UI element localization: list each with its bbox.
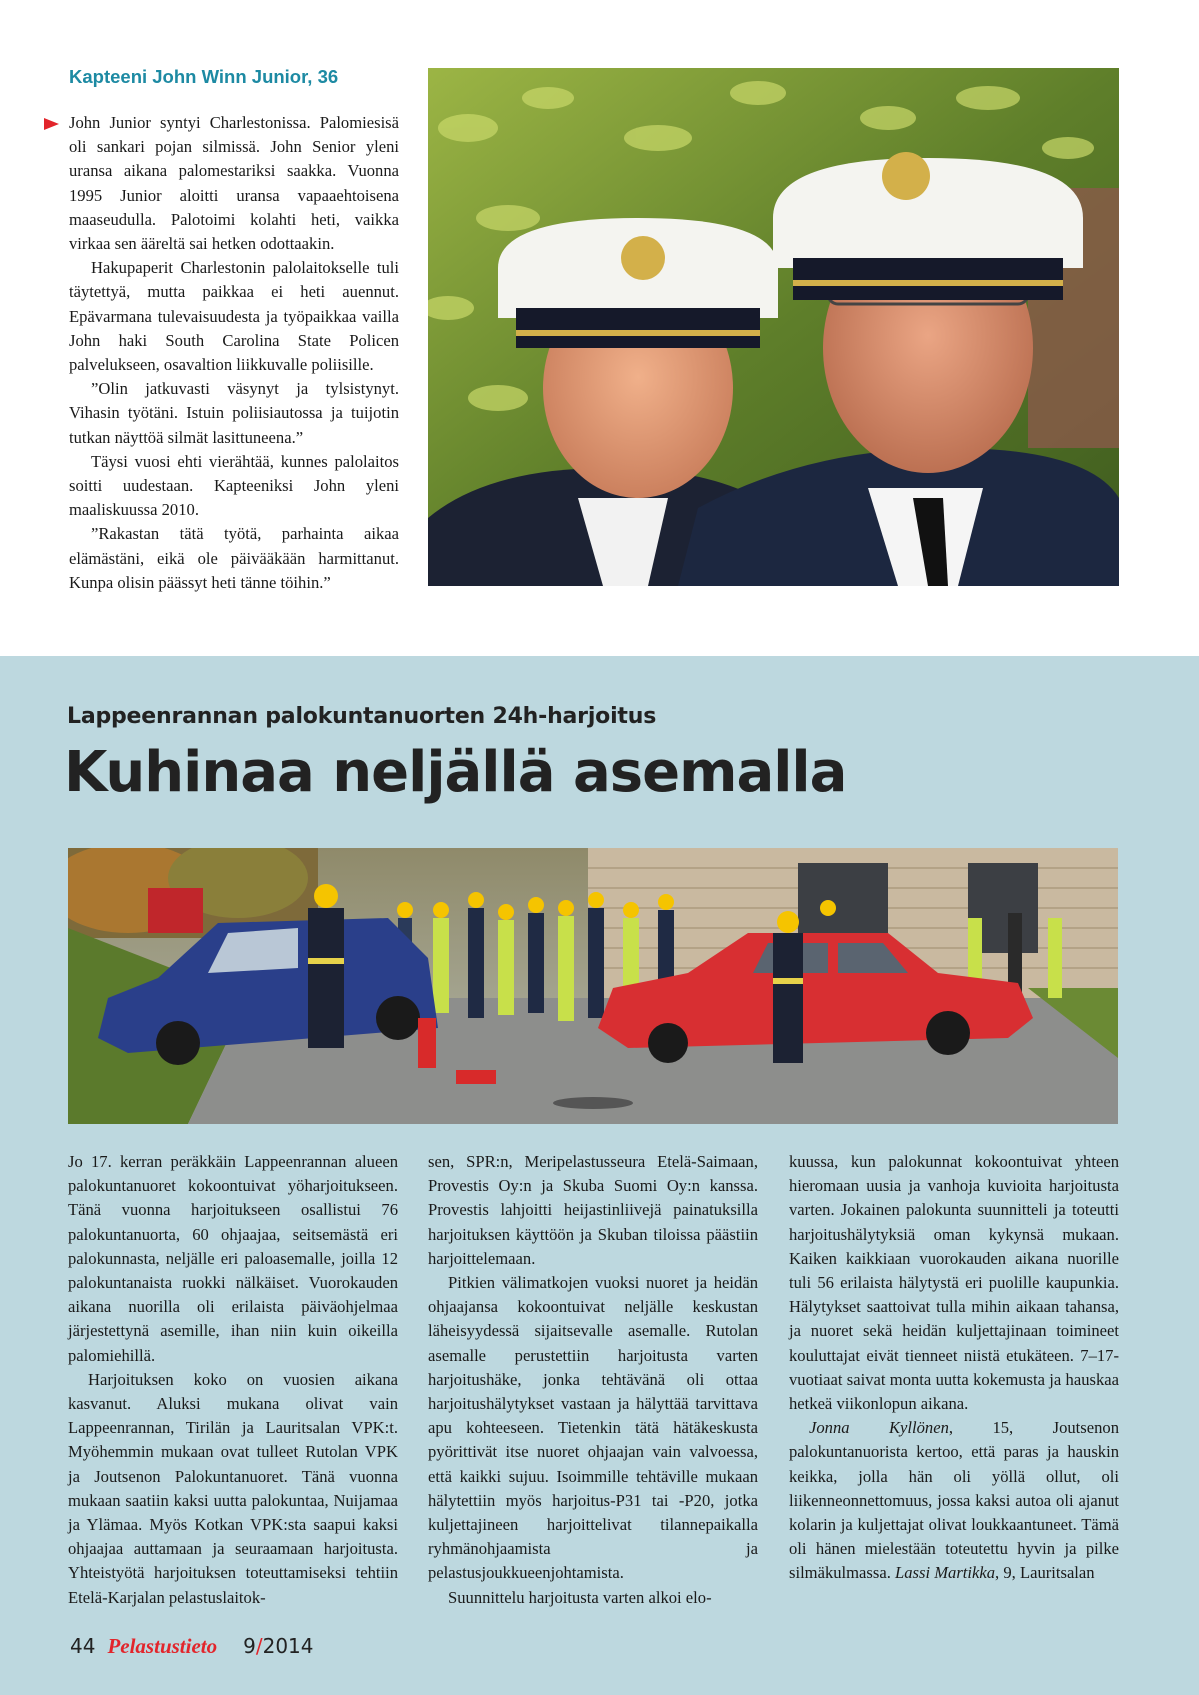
magazine-logo: Pelastustieto — [107, 1634, 218, 1658]
sidebar-body — [69, 111, 399, 595]
firefighters-portrait-photo — [428, 68, 1119, 586]
page-footer — [70, 1634, 314, 1659]
sidebar-paragraph: Hakupaperit Charlestonin palolaitokselle tuli täytettyä, mutta paikkaa ei heti auennut. Epävarmana tulevaisuudesta ja työpaikkaa vailla John haki South Carolina State Policen palvelukseen, osavaltion liikkuvalle poliisille. — [69, 258, 399, 375]
article-paragraph: Pitkien välimatkojen vuoksi nuoret ja heidän ohjaajansa kokoontuivat neljälle keskustan läheisyydessä sijaitsevalle asemalle. Rutolan asemalle perustettiin harjoitusta varten harjoitushäke, jonka tehtävänä oli ottaa harjoitushälytykset vastaan ja hälyttää tarvittava apu kohteeseen. Tietenkin tätä hätäkeskusta pyörittivät itse nuoret ohjaajan vain valvoessa, että kaikki sujuu. Isoimmille tehtäville mukaan hälytettiin myös harjoitus-P31 tai -P20, jotka kuljettajineen harjoittelivat tilannepaikalla ryhmänohjaamista ja pelastusjoukkueenjohtamista. — [428, 1273, 758, 1583]
article-column-3 — [789, 1150, 1119, 1586]
article-column-1 — [68, 1150, 398, 1610]
article-paragraph: Suunnittelu harjoitusta varten alkoi elo- — [448, 1587, 712, 1607]
sidebar-title: Kapteeni John Winn Junior, 36 — [69, 66, 339, 87]
sidebar-paragraph: Täysi vuosi ehti vierähtää, kunnes palolaitos soitti uudestaan. Kapteeniksi John yleni maaliskuussa 2010. — [69, 451, 399, 520]
article-heading: Kuhinaa neljällä asemalla — [64, 740, 847, 805]
rescue-exercise-photo — [68, 848, 1118, 1124]
red-triangle-marker-icon — [44, 118, 59, 130]
article-paragraph: Harjoituksen koko on vuosien aikana kasvanut. Aluksi mukana olivat vain Lappeenrannan, Tirilän ja Lauritsalan VPK:t. Myöhemmin mukaan ovat tulleet Rutolan VPK ja Joutsenon Palokuntanuoret. Tänä vuonna mukaan saatiin kaksi uutta palokuntaa, Nuijamaa ja Ylämaa. Myös Kotkan VPK:sta saapui kaksi ohjaajaa auttamaan ja seuraamaan harjoitusta. Yhteistyötä harjoituksen toteuttamiseksi tehtiin Etelä-Karjalan pelastuslaitok- — [68, 1369, 398, 1607]
article-text: , 9, Lauritsalan — [995, 1563, 1095, 1583]
issue-number: 9 — [243, 1634, 256, 1658]
interviewee-name: Jonna Kyllönen — [809, 1418, 949, 1438]
article-column-2 — [428, 1150, 758, 1610]
article-paragraph — [789, 1416, 1119, 1585]
article-paragraph: kuussa, kun palokunnat kokoontuivat yhteen hieromaan uusia ja vanhoja kuvioita harjoitusta varten. Jokainen palokunta suunnitteli ja toteutti harjoitushälytyksiä oman kykynsä mukaan. Kaiken kaikkiaan vuorokauden aikana nuorille tuli 56 erilaista hälytystä eri puolille kaupunkia. Hälytykset saattoivat tulla mihin aikaan tahansa, ja nuoret sekä heidän kuljettajinaan toimineet kouluttajat eivät tienneet niistä etukäteen. 7–17-vuotiaat saivat monta uutta kokemusta ja hauskaa hetkeä viikonlopun aikana. — [789, 1152, 1119, 1414]
sidebar-paragraph: ”Rakastan tätä työtä, parhainta aikaa elämästäni, eikä ole päivääkään harmittanut. Kunpa olisin päässyt heti tänne töihin.” — [69, 524, 399, 592]
issue-year: 2014 — [262, 1634, 314, 1658]
interviewee-name: Lassi Martikka — [895, 1563, 996, 1583]
article-paragraph: Jo 17. kerran peräkkäin Lappeenrannan alueen palokuntanuoret kokoontuivat yöharjoitukseen. Tänä vuonna harjoitukseen osallistui 76 palokuntanuorta, 60 ohjaajaa, seitsemästä eri palokunnasta, neljälle eri paloasemalle, joilla 12 palokuntanaista ruokki nälkäiset. Vuorokauden aikana nuorilla oli erilaista päiväohjelmaa järjestettynä asemille, ihan niin kuin oikeilla palomiehillä. — [68, 1152, 398, 1365]
sidebar-paragraph: John Junior syntyi Charlestonissa. Palomiesisä oli sankari pojan silmissä. John Senior yleni uransa aikana palomestariksi saakka. Vuonna 1995 Junior aloitti uransa vapaaehtoisena maaseudulla. Palotoimi kolahti heti, vaikka virkaa sen ääreltä sai hetken odottaakin. — [69, 113, 399, 254]
issue-slash: / — [255, 1634, 263, 1658]
issue-info — [243, 1634, 313, 1658]
article-paragraph: sen, SPR:n, Meripelastusseura Etelä-Saimaan, Provestis Oy:n ja Skuba Suomi Oy:n kanssa. Provestis lahjoitti heijastinliivejä painatuksilla harjoituksen käyttöön ja Skuban tiloissa päästiin harjoittelemaan. — [428, 1152, 758, 1268]
article-text: , 15, Joutsenon palokuntanuorista kertoo, että paras ja hauskin keikka, jolla hän oli yöllä ollut, oli liikenneonnettomuus, jossa kaksi autoa oli ajanut kolarin ja kuljettajat olivat loukkaantuneet. Tämä oli hänen mielestään toteutettu hyvin ja pilke silmäkulmassa. — [789, 1418, 1119, 1583]
sidebar-paragraph: ”Olin jatkuvasti väsynyt ja tylsistynyt. Vihasin työtäni. Istuin poliisiautossa ja tuijotin tutkan näyttöä silmät lasittuneena.” — [69, 379, 399, 447]
article-subheading: Lappeenrannan palokuntanuorten 24h-harjoitus — [67, 704, 657, 729]
sidebar-section — [0, 0, 1199, 656]
article-panel — [0, 656, 1199, 1695]
page-number: 44 — [70, 1634, 96, 1658]
